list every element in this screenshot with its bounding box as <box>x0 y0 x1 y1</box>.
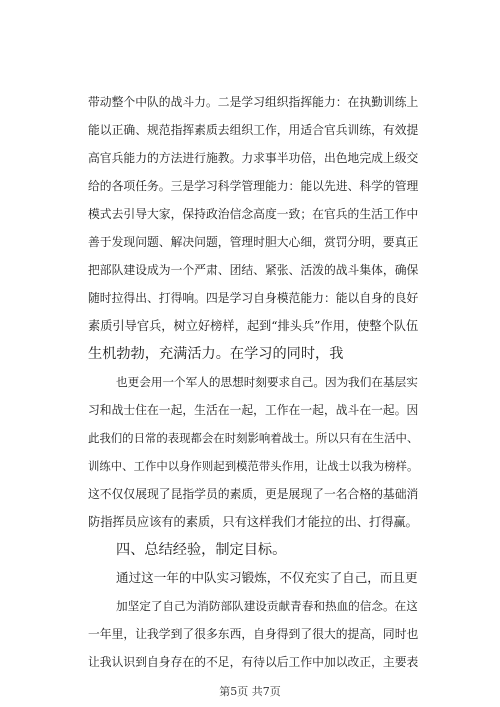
text-line: 带动整个中队的战斗力。二是学习组织指挥能力：在执勤训练上 <box>88 95 419 109</box>
section-heading <box>88 536 418 564</box>
text-line: 让我认识到自身存在的不足，有待以后工作中加以改正，主要表 <box>88 655 419 669</box>
text-line: 防指挥员应该有的素质，只有这样我们才能拉的出、打得赢。 <box>88 515 418 529</box>
text-line: 能以正确、规范指挥素质去组织工作，用适合官兵训练，有效提 <box>88 123 419 137</box>
text-line: 训练中、工作中以身作则起到模范带头作用，让战士以我为榜样。 <box>88 459 419 473</box>
text-line: 高官兵能力的方法进行施教。力求事半功倍，出色地完成上级交 <box>88 151 419 165</box>
text-line: 生机勃勃，充满活力。在学习的同时，我 <box>88 346 344 362</box>
section-heading-text: 四、总结经验，制定目标。 <box>116 542 287 558</box>
text-line: 也更会用一个军人的思想时刻要求自己。因为我们在基层实 <box>116 375 418 389</box>
text-line: 此我们的日常的表现都会在时刻影响着战士。所以只有在生活中、 <box>88 431 419 445</box>
text-line: 随时拉得出、打得响。四是学习自身模范能力：能以自身的良好 <box>88 291 419 305</box>
paragraph-summary-intro <box>88 564 418 592</box>
text-line: 善于发现问题、解决问题，管理时胆大心细，赏罚分明，要真正 <box>88 235 419 249</box>
text-line: 通过这一年的中队实习锻炼，不仅充实了自己，而且更 <box>116 570 418 585</box>
page-number-footer: 第5页 共7页 <box>219 685 281 698</box>
text-line: 加坚定了自己为消防部队建设贡献青春和热血的信念。在这 <box>116 599 418 613</box>
text-line: 素质引导官兵，树立好榜样，起到“排头兵”作用，使整个队伍 <box>88 319 419 333</box>
paragraph-soldier-conduct <box>88 368 418 536</box>
paragraph-summary <box>88 592 418 676</box>
text-line: 模式去引导大家，保持政治信念高度一致；在官兵的生活工作中 <box>88 207 419 221</box>
text-line: 给的各项任务。三是学习科学管理能力：能以先进、科学的管理 <box>88 179 419 193</box>
paragraph-learning-abilities <box>88 88 418 368</box>
text-line: 习和战士住在一起，生活在一起，工作在一起，战斗在一起。因 <box>88 403 419 417</box>
text-line: 一年里，让我学到了很多东西，自身得到了很大的提高，同时也 <box>88 627 419 641</box>
text-line: 把部队建设成为一个严肃、团结、紧张、活泼的战斗集体，确保 <box>88 263 419 277</box>
text-line: 这不仅仅展现了昆指学员的素质，更是展现了一名合格的基础消 <box>88 487 419 501</box>
